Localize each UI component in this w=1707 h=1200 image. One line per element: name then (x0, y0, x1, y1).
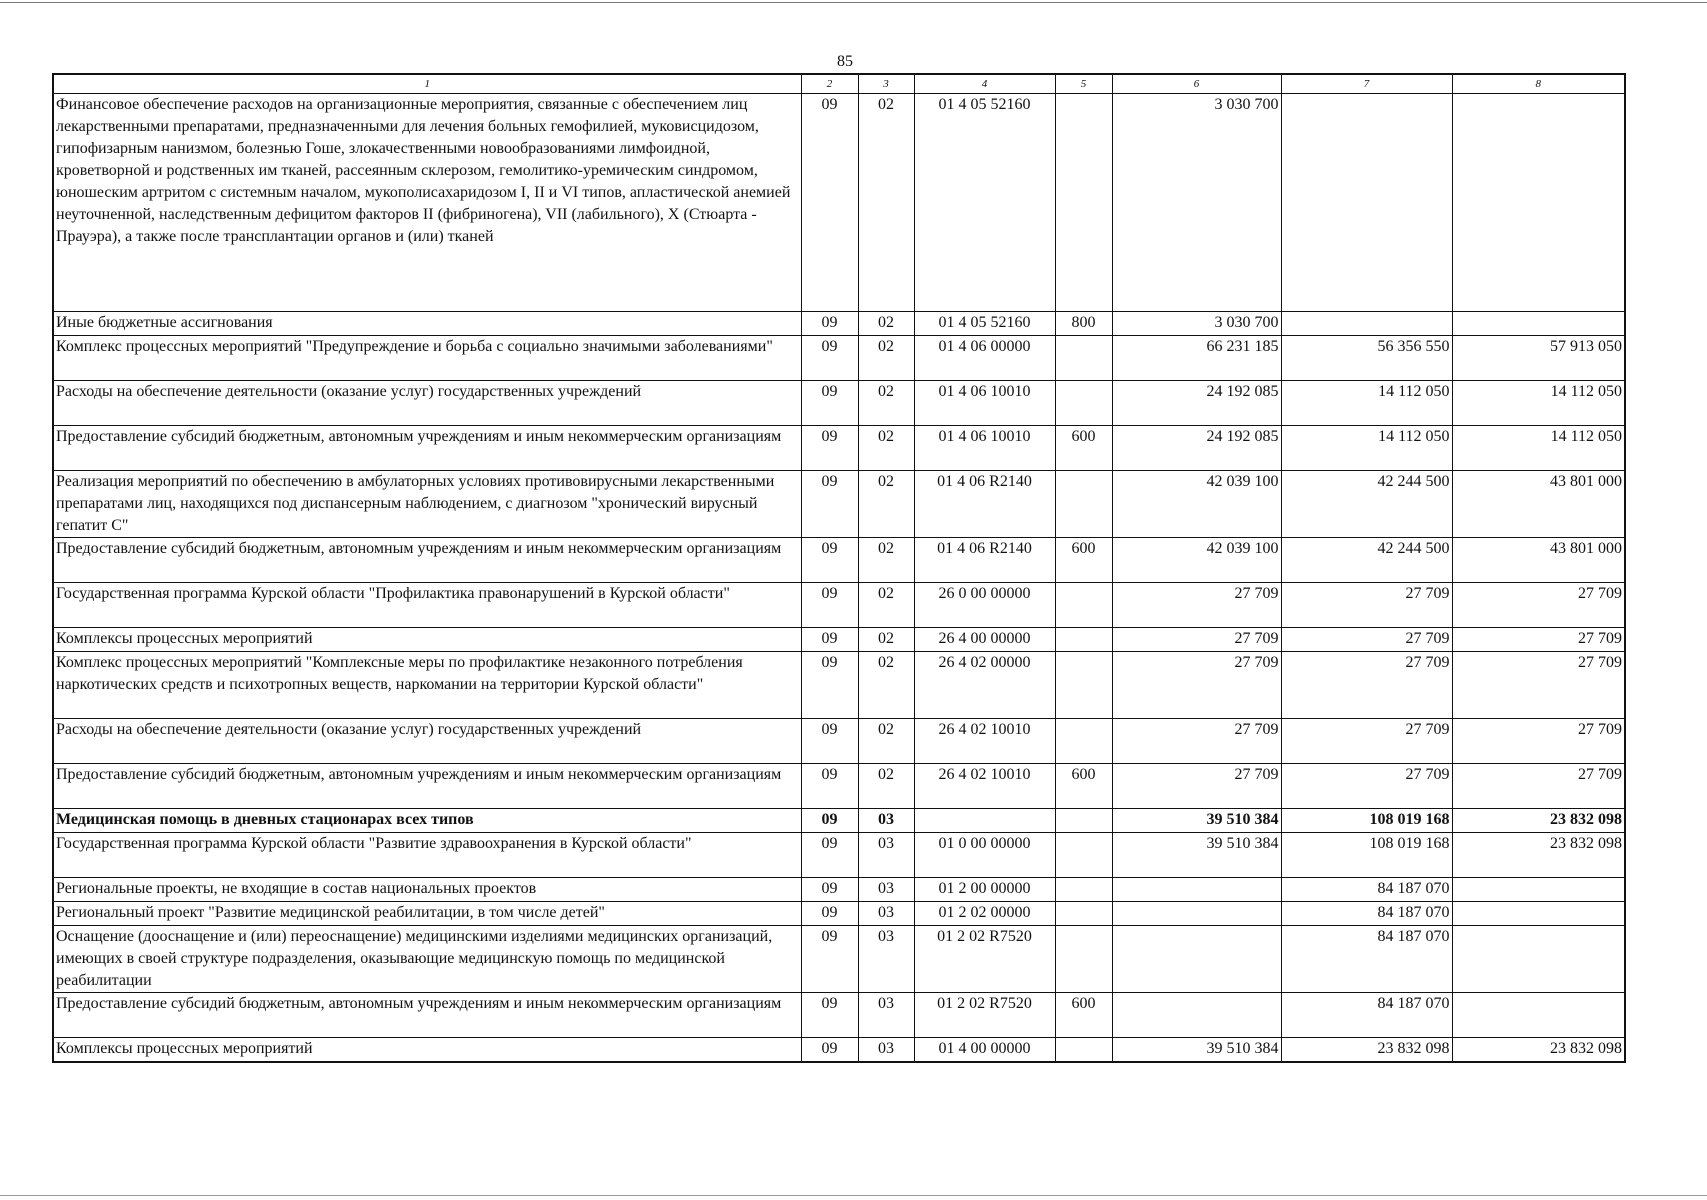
row-expense-type (1055, 1038, 1112, 1062)
row-amount-3: 27 709 (1452, 628, 1625, 652)
row-name: Государственная программа Курской области "Профилактика правонарушений в Курской области" (53, 583, 801, 628)
row-amount-1: 39 510 384 (1112, 809, 1281, 833)
column-header-7: 7 (1281, 74, 1452, 94)
table-row (53, 926, 1625, 993)
row-expense-type: 800 (1055, 312, 1112, 336)
table-row (53, 628, 1625, 652)
row-amount-2 (1281, 312, 1452, 336)
row-target-code: 01 4 06 10010 (914, 381, 1055, 426)
row-name: Государственная программа Курской области "Развитие здравоохранения в Курской области" (53, 833, 801, 878)
row-amount-2: 108 019 168 (1281, 809, 1452, 833)
row-name: Предоставление субсидий бюджетным, автономным учреждениям и иным некоммерческим организациям (53, 426, 801, 471)
row-expense-type (1055, 336, 1112, 381)
row-name: Предоставление субсидий бюджетным, автономным учреждениям и иным некоммерческим организациям (53, 993, 801, 1038)
table-row (53, 809, 1625, 833)
row-expense-type (1055, 809, 1112, 833)
row-amount-3 (1452, 312, 1625, 336)
row-subsection: 03 (858, 809, 914, 833)
row-amount-2: 42 244 500 (1281, 538, 1452, 583)
column-header-3: 3 (858, 74, 914, 94)
row-amount-1: 42 039 100 (1112, 471, 1281, 538)
column-header-4: 4 (914, 74, 1055, 94)
row-subsection: 02 (858, 426, 914, 471)
row-amount-3 (1452, 94, 1625, 312)
row-amount-2: 84 187 070 (1281, 993, 1452, 1038)
row-amount-1: 3 030 700 (1112, 94, 1281, 312)
row-amount-3: 27 709 (1452, 764, 1625, 809)
row-amount-1 (1112, 993, 1281, 1038)
row-amount-1: 39 510 384 (1112, 1038, 1281, 1062)
row-name: Расходы на обеспечение деятельности (оказание услуг) государственных учреждений (53, 719, 801, 764)
row-amount-2: 108 019 168 (1281, 833, 1452, 878)
table-row (53, 902, 1625, 926)
row-expense-type (1055, 583, 1112, 628)
row-section: 09 (801, 1038, 858, 1062)
row-name: Комплексы процессных мероприятий (53, 1038, 801, 1062)
row-target-code (914, 809, 1055, 833)
row-amount-3: 43 801 000 (1452, 538, 1625, 583)
table-row (53, 652, 1625, 719)
row-expense-type (1055, 926, 1112, 993)
row-name: Комплексы процессных мероприятий (53, 628, 801, 652)
table-row (53, 336, 1625, 381)
scan-edge-bottom (0, 1195, 1707, 1196)
row-subsection: 02 (858, 652, 914, 719)
row-name: Иные бюджетные ассигнования (53, 312, 801, 336)
row-name: Комплекс процессных мероприятий "Предупреждение и борьба с социально значимыми заболеваниями" (53, 336, 801, 381)
row-section: 09 (801, 993, 858, 1038)
table-row (53, 583, 1625, 628)
row-target-code: 01 4 06 R2140 (914, 538, 1055, 583)
row-subsection: 02 (858, 336, 914, 381)
table-row (53, 312, 1625, 336)
row-amount-3: 23 832 098 (1452, 809, 1625, 833)
row-section: 09 (801, 426, 858, 471)
row-expense-type (1055, 833, 1112, 878)
column-header-2: 2 (801, 74, 858, 94)
row-target-code: 01 2 02 00000 (914, 902, 1055, 926)
row-subsection: 02 (858, 471, 914, 538)
row-subsection: 03 (858, 1038, 914, 1062)
row-amount-2: 14 112 050 (1281, 381, 1452, 426)
row-amount-1: 27 709 (1112, 764, 1281, 809)
row-amount-3: 23 832 098 (1452, 1038, 1625, 1062)
table-row (53, 833, 1625, 878)
row-amount-1: 24 192 085 (1112, 381, 1281, 426)
row-target-code: 26 0 00 00000 (914, 583, 1055, 628)
row-name: Реализация мероприятий по обеспечению в амбулаторных условиях противовирусными лекарственными препаратами лиц, находящихся под диспансерным наблюдением, с диагнозом "хронический вирусный гепатит С" (53, 471, 801, 538)
row-amount-3 (1452, 926, 1625, 993)
row-amount-3: 27 709 (1452, 719, 1625, 764)
row-amount-3: 14 112 050 (1452, 381, 1625, 426)
table-row (53, 719, 1625, 764)
row-section: 09 (801, 719, 858, 764)
table-row (53, 993, 1625, 1038)
row-expense-type (1055, 381, 1112, 426)
row-name: Финансовое обеспечение расходов на организационные мероприятия, связанные с обеспечением лиц лекарственными препаратами, предназначенными для лечения больных гемофилией, муковисцидозом, гипофизарным нанизмом, болезнью Гоше, злокачественными новообразованиями лимфоидной, кроветворной и родственных им тканей, рассеянным склерозом, гемолитико-уремическим синдромом, юношеским артритом с системным началом, мукополисахаридозом I, II и VI типов, апластической анемией неуточненной, наследственным дефицитом факторов II (фибриногена), VII (лабильного), X (Стюарта - Прауэра), а также после трансплантации органов и (или) тканей (53, 94, 801, 312)
row-amount-3: 57 913 050 (1452, 336, 1625, 381)
row-section: 09 (801, 878, 858, 902)
table-row (53, 538, 1625, 583)
row-subsection: 02 (858, 719, 914, 764)
column-header-6: 6 (1112, 74, 1281, 94)
row-amount-3: 23 832 098 (1452, 833, 1625, 878)
row-amount-3: 27 709 (1452, 652, 1625, 719)
row-amount-2: 14 112 050 (1281, 426, 1452, 471)
row-name: Региональные проекты, не входящие в состав национальных проектов (53, 878, 801, 902)
row-section: 09 (801, 336, 858, 381)
row-section: 09 (801, 652, 858, 719)
row-subsection: 02 (858, 538, 914, 583)
column-header-1: 1 (53, 74, 801, 94)
row-subsection: 02 (858, 312, 914, 336)
row-name: Предоставление субсидий бюджетным, автономным учреждениям и иным некоммерческим организациям (53, 538, 801, 583)
row-amount-1: 27 709 (1112, 628, 1281, 652)
row-target-code: 01 4 00 00000 (914, 1038, 1055, 1062)
row-amount-1: 3 030 700 (1112, 312, 1281, 336)
row-section: 09 (801, 902, 858, 926)
row-amount-1: 66 231 185 (1112, 336, 1281, 381)
row-target-code: 01 4 05 52160 (914, 94, 1055, 312)
row-section: 09 (801, 471, 858, 538)
row-expense-type (1055, 902, 1112, 926)
table-row (53, 381, 1625, 426)
row-amount-1 (1112, 878, 1281, 902)
row-name: Предоставление субсидий бюджетным, автономным учреждениям и иным некоммерческим организациям (53, 764, 801, 809)
row-subsection: 03 (858, 902, 914, 926)
column-number-header (53, 74, 1625, 94)
row-amount-2: 42 244 500 (1281, 471, 1452, 538)
row-amount-1: 27 709 (1112, 652, 1281, 719)
column-header-8: 8 (1452, 74, 1625, 94)
row-amount-3: 14 112 050 (1452, 426, 1625, 471)
row-name: Медицинская помощь в дневных стационарах всех типов (53, 809, 801, 833)
table-row (53, 471, 1625, 538)
row-amount-1: 27 709 (1112, 719, 1281, 764)
row-target-code: 01 4 06 R2140 (914, 471, 1055, 538)
column-header-5: 5 (1055, 74, 1112, 94)
row-expense-type (1055, 719, 1112, 764)
row-amount-1 (1112, 926, 1281, 993)
row-target-code: 01 2 02 R7520 (914, 993, 1055, 1038)
row-expense-type (1055, 471, 1112, 538)
row-target-code: 01 0 00 00000 (914, 833, 1055, 878)
table-row (53, 878, 1625, 902)
row-target-code: 01 4 05 52160 (914, 312, 1055, 336)
page-number: 85 (837, 53, 853, 70)
scan-edge-top (0, 2, 1707, 3)
row-name: Расходы на обеспечение деятельности (оказание услуг) государственных учреждений (53, 381, 801, 426)
row-expense-type (1055, 628, 1112, 652)
row-subsection: 03 (858, 993, 914, 1038)
row-section: 09 (801, 926, 858, 993)
row-expense-type: 600 (1055, 538, 1112, 583)
row-section: 09 (801, 583, 858, 628)
row-section: 09 (801, 381, 858, 426)
row-target-code: 26 4 02 10010 (914, 764, 1055, 809)
row-subsection: 03 (858, 926, 914, 993)
row-amount-3: 27 709 (1452, 583, 1625, 628)
row-amount-3 (1452, 993, 1625, 1038)
row-section: 09 (801, 312, 858, 336)
row-subsection: 02 (858, 381, 914, 426)
row-target-code: 01 2 00 00000 (914, 878, 1055, 902)
row-amount-3 (1452, 902, 1625, 926)
row-target-code: 01 4 06 00000 (914, 336, 1055, 381)
row-amount-2: 27 709 (1281, 628, 1452, 652)
row-section: 09 (801, 538, 858, 583)
row-amount-2: 56 356 550 (1281, 336, 1452, 381)
row-amount-2: 84 187 070 (1281, 902, 1452, 926)
row-section: 09 (801, 94, 858, 312)
row-section: 09 (801, 764, 858, 809)
row-amount-1: 42 039 100 (1112, 538, 1281, 583)
row-expense-type (1055, 652, 1112, 719)
row-amount-2: 84 187 070 (1281, 926, 1452, 993)
row-amount-2: 23 832 098 (1281, 1038, 1452, 1062)
table-row (53, 426, 1625, 471)
row-expense-type: 600 (1055, 993, 1112, 1038)
row-amount-1: 39 510 384 (1112, 833, 1281, 878)
row-subsection: 03 (858, 878, 914, 902)
row-amount-2 (1281, 94, 1452, 312)
row-amount-1: 24 192 085 (1112, 426, 1281, 471)
table-row (53, 764, 1625, 809)
row-expense-type (1055, 878, 1112, 902)
row-amount-2: 84 187 070 (1281, 878, 1452, 902)
row-amount-3: 43 801 000 (1452, 471, 1625, 538)
row-name: Комплекс процессных мероприятий "Комплексные меры по профилактике незаконного потребления наркотических средств и психотропных веществ, наркомании на территории Курской области" (53, 652, 801, 719)
row-amount-2: 27 709 (1281, 583, 1452, 628)
row-subsection: 02 (858, 583, 914, 628)
budget-table (52, 73, 1626, 1063)
row-subsection: 02 (858, 764, 914, 809)
row-section: 09 (801, 833, 858, 878)
row-amount-1: 27 709 (1112, 583, 1281, 628)
row-expense-type (1055, 94, 1112, 312)
row-target-code: 26 4 02 00000 (914, 652, 1055, 719)
row-expense-type: 600 (1055, 764, 1112, 809)
table-row (53, 94, 1625, 312)
row-target-code: 01 4 06 10010 (914, 426, 1055, 471)
row-subsection: 02 (858, 94, 914, 312)
row-target-code: 26 4 02 10010 (914, 719, 1055, 764)
row-target-code: 26 4 00 00000 (914, 628, 1055, 652)
row-amount-1 (1112, 902, 1281, 926)
row-amount-2: 27 709 (1281, 719, 1452, 764)
row-name: Региональный проект "Развитие медицинской реабилитации, в том числе детей" (53, 902, 801, 926)
row-subsection: 02 (858, 628, 914, 652)
table-body (53, 94, 1625, 1062)
row-section: 09 (801, 628, 858, 652)
row-expense-type: 600 (1055, 426, 1112, 471)
row-amount-2: 27 709 (1281, 764, 1452, 809)
row-amount-2: 27 709 (1281, 652, 1452, 719)
row-subsection: 03 (858, 833, 914, 878)
row-name: Оснащение (дооснащение и (или) переоснащение) медицинскими изделиями медицинских организаций, имеющих в своей структуре подразделения, оказывающие медицинскую помощь по медицинской реабилитации (53, 926, 801, 993)
row-section: 09 (801, 809, 858, 833)
row-amount-3 (1452, 878, 1625, 902)
table-row (53, 1038, 1625, 1062)
row-target-code: 01 2 02 R7520 (914, 926, 1055, 993)
